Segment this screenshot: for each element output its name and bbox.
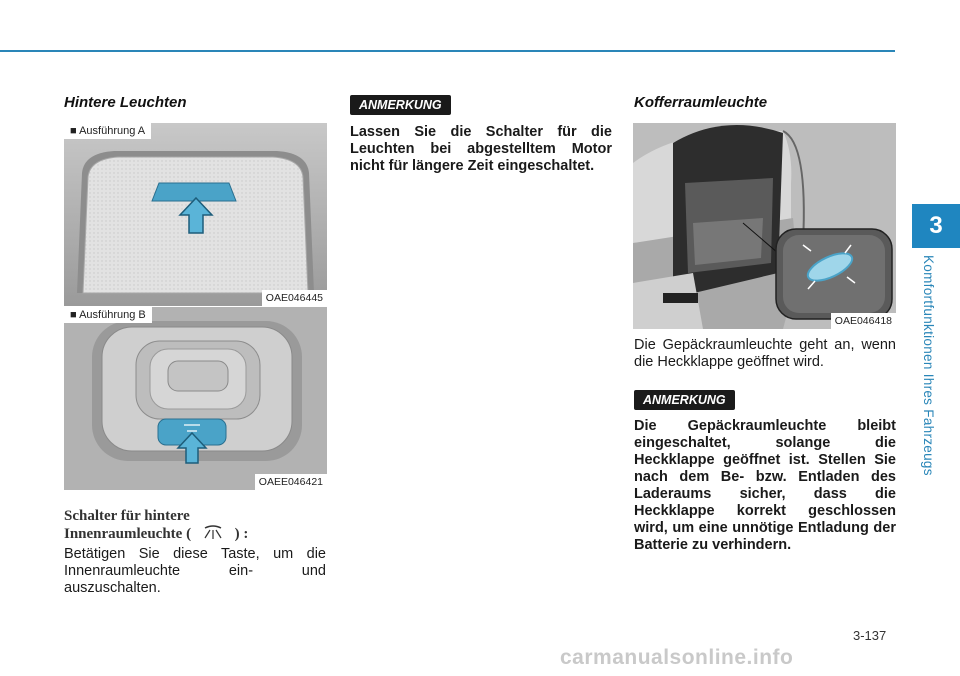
switch-heading <box>64 508 248 543</box>
interior-lamp-icon <box>198 525 228 541</box>
switch-heading-line1: Schalter für hintere <box>64 508 190 524</box>
figure-trunk-code: OAE046418 <box>831 313 896 329</box>
figure-b-code: OAEE046421 <box>255 474 327 490</box>
watermark: carmanualsonline.info <box>560 646 794 669</box>
note-text-right: Die Gepäckraumleuchte bleibt eingeschaltet, solange die Heckklappe geöffnet ist. Stellen Sie nach dem Be- bzw. Entladen des Laderaums sicher, dass die Heckklappe korrekt geschlossen wird, um eine unnötige Entladung der Batterie zu verhindern. <box>634 418 896 553</box>
note-badge-right: ANMERKUNG <box>634 390 735 410</box>
section-heading-trunk-light: Kofferraumleuchte <box>634 94 768 111</box>
figure-b-label: ■ Ausführung B <box>64 307 152 323</box>
trunk-illustration <box>633 123 896 329</box>
figure-a-code: OAE046445 <box>262 290 327 306</box>
chapter-title: Komfortfunktionen Ihres Fahrzeugs <box>921 255 936 476</box>
figure-a-label: ■ Ausführung A <box>64 123 151 139</box>
switch-heading-line2-prefix: Innenraumleuchte ( <box>64 526 192 542</box>
trunk-light-description: Die Gepäckraumleuchte geht an, wenn die Heckklappe geöffnet wird. <box>634 337 896 370</box>
chapter-number-tab[interactable] <box>912 204 960 248</box>
switch-heading-line2-suffix: ) : <box>234 526 249 542</box>
header-rule <box>0 50 895 52</box>
note-text-middle: Lassen Sie die Schalter für die Leuchten bei abgestelltem Motor nicht für längere Zeit eingeschaltet. <box>350 124 612 174</box>
figure-trunk-light <box>633 123 896 329</box>
page-number: 3-137 <box>853 628 887 643</box>
switch-description: Betätigen Sie diese Taste, um die Innenraumleuchte ein- und auszuschalten. <box>64 546 326 596</box>
note-badge-middle: ANMERKUNG <box>350 95 451 115</box>
figure-variant-b <box>64 307 327 490</box>
chapter-number: 3 <box>929 212 943 239</box>
rear-lamp-b-illustration <box>64 307 327 490</box>
section-heading-rear-lights: Hintere Leuchten <box>64 94 187 111</box>
figure-variant-a <box>64 123 327 306</box>
rear-lamp-a-illustration <box>64 123 327 306</box>
